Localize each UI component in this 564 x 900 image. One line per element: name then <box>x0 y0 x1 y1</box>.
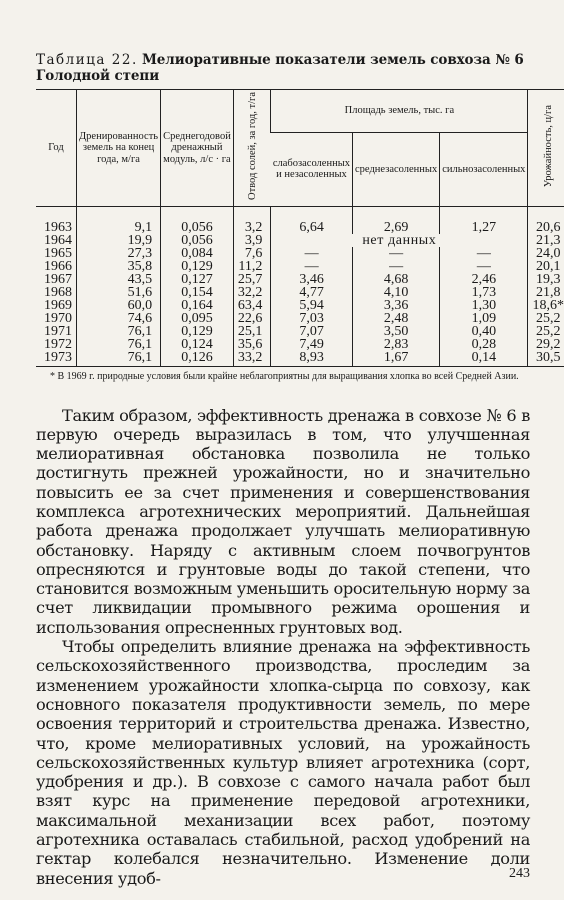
cell-salt: 7,6 <box>233 247 271 260</box>
cell-yield: 19,3 <box>528 273 564 286</box>
table-row <box>36 325 564 338</box>
cell-year: 1969 <box>44 297 72 313</box>
cell-module: 0,056 <box>161 234 234 247</box>
cell-salt: 22,6 <box>233 312 271 325</box>
cell-drained: 9,1 <box>77 206 161 234</box>
cell-module: 0,056 <box>161 206 234 234</box>
cell-weak: 7,07 <box>271 325 353 338</box>
header-yield-cell <box>528 90 564 207</box>
cell-salt: 33,2 <box>233 351 271 367</box>
table-row <box>36 312 564 325</box>
cell-yield: 24,0 <box>528 247 564 260</box>
cell-module: 0,154 <box>161 286 234 299</box>
header-area-group: Площадь земель, тыс. га <box>271 90 528 133</box>
cell-module: 0,095 <box>161 312 234 325</box>
cell-year: 1970 <box>44 310 72 326</box>
cell-drained: 43,5 <box>77 273 161 286</box>
cell-medium: 2,48 <box>353 312 440 325</box>
cell-drained: 19,9 <box>77 234 161 247</box>
cell-weak: 4,77 <box>271 286 353 299</box>
table-row <box>36 234 564 247</box>
cell-drained: 76,1 <box>77 325 161 338</box>
cell-year: 1971 <box>44 323 72 339</box>
cell-weak: 7,03 <box>271 312 353 325</box>
cell-strong: 2,46 <box>440 273 528 286</box>
cell-medium: 1,67 <box>353 351 440 367</box>
header-year: Год <box>36 90 77 207</box>
header-salt: Отвод солей, за год, т/га <box>246 92 258 201</box>
cell-salt: 32,2 <box>233 286 271 299</box>
cell-weak: 8,93 <box>271 351 353 367</box>
cell-yield: 20,6 <box>528 206 564 234</box>
cell-strong: 0,14 <box>440 351 528 367</box>
cell-strong: 1,09 <box>440 312 528 325</box>
table-row <box>36 206 564 234</box>
cell-year: 1964 <box>44 232 72 248</box>
cell-medium: 4,68 <box>353 273 440 286</box>
cell-salt: 63,4 <box>233 299 271 312</box>
cell-year: 1963 <box>44 219 72 235</box>
cell-year: 1967 <box>44 271 72 287</box>
cell-weak: 7,49 <box>271 338 353 351</box>
reclamation-table <box>36 89 564 367</box>
cell-salt: 3,2 <box>233 206 271 234</box>
table-row <box>36 260 564 273</box>
table-row <box>36 338 564 351</box>
cell-year: 1972 <box>44 336 72 352</box>
cell-year: 1965 <box>44 245 72 261</box>
page-number: 243 <box>509 866 530 881</box>
cell-module: 0,129 <box>161 260 234 273</box>
cell-module: 0,127 <box>161 273 234 286</box>
cell-strong: 0,40 <box>440 325 528 338</box>
cell-drained: 51,6 <box>77 286 161 299</box>
header-drained: Дренированность земель на конец года, м/га <box>77 90 161 207</box>
cell-drained: 76,1 <box>77 338 161 351</box>
document-page <box>36 52 564 888</box>
cell-weak: 3,46 <box>271 273 353 286</box>
header-salt-cell <box>233 90 271 207</box>
cell-medium: 2,83 <box>353 338 440 351</box>
cell-strong: — <box>440 260 528 273</box>
cell-medium: 4,10 <box>353 286 440 299</box>
cell-year: 1968 <box>44 284 72 300</box>
cell-strong: — <box>440 247 528 260</box>
cell-year: 1973 <box>36 351 77 367</box>
cell-no-data: нет данных <box>271 234 528 247</box>
table-caption <box>36 52 530 84</box>
paragraph: Чтобы определить влияние дренажа на эффективность сельскохозяйственного производства, проследим за изменением урожайности хлопка-сырца по совхозу, как основного показателя продуктивности земель, по мере освоения территорий и строительства дренажа. Известно, что, кроме мелиоративных условий, на урожайность сельскохозяйственных культур влияет агротехника (сорт, удобрения и др.). В совхозе с самого начала работ был взят курс на применение передовой агротехники, максимальной механизации всех работ, поэтому агротехника оставалась стабильной, расход удобрений на гектар колебался незначительно. Изменение доли внесения удоб- <box>36 637 530 888</box>
cell-medium: — <box>353 260 440 273</box>
table-row <box>36 299 564 312</box>
table-row <box>36 247 564 260</box>
cell-module: 0,126 <box>161 351 234 367</box>
cell-medium: 2,69 <box>353 206 440 234</box>
cell-strong: 1,73 <box>440 286 528 299</box>
cell-salt: 25,1 <box>233 325 271 338</box>
cell-salt: 25,7 <box>233 273 271 286</box>
body-text <box>36 406 530 888</box>
cell-yield: 20,1 <box>528 260 564 273</box>
header-yield: Урожайность, ц/га <box>542 104 554 188</box>
table-caption-title: Мелиоративные показатели земель совхоза № 6 Голодной степи <box>36 52 524 84</box>
cell-salt: 11,2 <box>233 260 271 273</box>
cell-strong: 1,30 <box>440 299 528 312</box>
cell-year: 1966 <box>44 258 72 274</box>
cell-weak: 5,94 <box>271 299 353 312</box>
cell-yield: 18,6* <box>528 299 564 312</box>
cell-module: 0,084 <box>161 247 234 260</box>
cell-medium: — <box>353 247 440 260</box>
cell-strong: 0,28 <box>440 338 528 351</box>
header-strong: сильнозасоленных <box>440 133 528 206</box>
paragraph: Таким образом, эффективность дренажа в совхозе № 6 в первую очередь выразилась в том, что улучшенная мелиоративная обстановка позволила не только достигнуть прежней урожайности, но и значительно повысить ее за счет применения и совершенствования комплекса агротехнических мероприятий. Дальнейшая работа дренажа продолжает улучшать мелиоративную обстановку. Наряду с активным слоем почвогрунтов опресняются и грунтовые воды до такой степени, что становится возможным уменьшить оросительную норму за счет ликвидации промывного режима орошения и использования опресненных грунтовых вод. <box>36 405 530 637</box>
cell-salt: 35,6 <box>233 338 271 351</box>
cell-drained: 27,3 <box>77 247 161 260</box>
table-row <box>36 351 564 367</box>
cell-weak: 6,64 <box>271 206 353 234</box>
cell-yield: 25,2 <box>528 312 564 325</box>
cell-salt: 3,9 <box>233 234 271 247</box>
table-footnote: * В 1969 г. природные условия были крайне неблагоприятны для выращивания хлопка во всей Средней Азии. <box>50 370 519 382</box>
cell-yield: 29,2 <box>528 338 564 351</box>
cell-module: 0,129 <box>161 325 234 338</box>
cell-weak: — <box>271 247 353 260</box>
cell-yield: 30,5 <box>528 351 564 367</box>
header-module: Среднегодовой дренажный модуль, л/с · га <box>161 90 234 207</box>
cell-medium: 3,50 <box>353 325 440 338</box>
cell-yield: 21,3 <box>528 234 564 247</box>
cell-drained: 76,1 <box>77 351 161 367</box>
cell-medium: 3,36 <box>353 299 440 312</box>
cell-yield: 21,8 <box>528 286 564 299</box>
cell-drained: 35,8 <box>77 260 161 273</box>
table-row <box>36 286 564 299</box>
table-row <box>36 273 564 286</box>
table-caption-lead: Таблица 22. <box>36 52 138 68</box>
cell-yield: 25,2 <box>528 325 564 338</box>
cell-weak: — <box>271 260 353 273</box>
cell-module: 0,124 <box>161 338 234 351</box>
cell-drained: 60,0 <box>77 299 161 312</box>
header-weak: слабозасоленных и незасоленных <box>271 133 353 206</box>
cell-drained: 74,6 <box>77 312 161 325</box>
cell-module: 0,164 <box>161 299 234 312</box>
cell-strong: 1,27 <box>440 206 528 234</box>
header-medium: среднезасоленных <box>353 133 440 206</box>
